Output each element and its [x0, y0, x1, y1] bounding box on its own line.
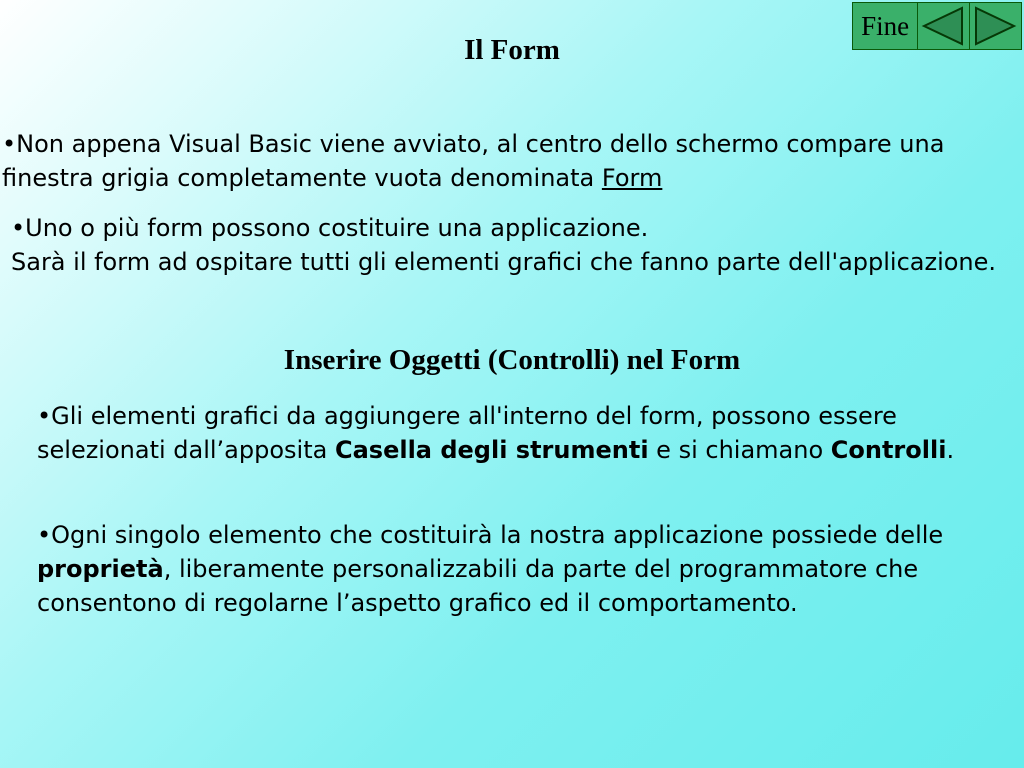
bullet-vb-startup-text: •Non appena Visual Basic viene avviato, al centro dello schermo compare una finestra grigia completamente vuota denominata — [2, 130, 945, 192]
form-link[interactable]: Form — [601, 164, 663, 192]
toolbox-term: Casella degli strumenti — [334, 436, 649, 464]
properties-term: proprietà — [37, 555, 164, 583]
bullet-controls — [37, 399, 997, 467]
controls-term: Controlli — [830, 436, 947, 464]
bullet-form-application-line2: Sarà il form ad ospitare tutti gli elementi grafici che fanno parte dell'applicazione. — [11, 248, 997, 276]
bullet-controls-part3: . — [946, 436, 955, 464]
bullet-vb-startup — [2, 127, 1012, 195]
bullet-controls-part1: •Gli elementi grafici da aggiungere all'interno del form, possono essere selezionati dall’apposita — [37, 402, 897, 464]
slide-title: Il Form — [464, 34, 560, 66]
bullet-controls-part2: e si chiamano — [648, 436, 831, 464]
bullet-properties — [37, 518, 997, 620]
section-heading: Inserire Oggetti (Controlli) nel Form — [283, 344, 741, 376]
bullet-properties-part2: , liberamente personalizzabili da parte del programmatore che consentono di regolarne l’aspetto grafico ed il comportamento. — [37, 555, 919, 617]
fine-label: Fine — [861, 10, 910, 41]
bullet-form-application-line1: •Uno o più form possono costituire una applicazione. — [11, 214, 649, 242]
bullet-properties-part1: •Ogni singolo elemento che costituirà la nostra applicazione possiede delle — [37, 521, 944, 549]
bullet-form-application — [11, 211, 1011, 279]
